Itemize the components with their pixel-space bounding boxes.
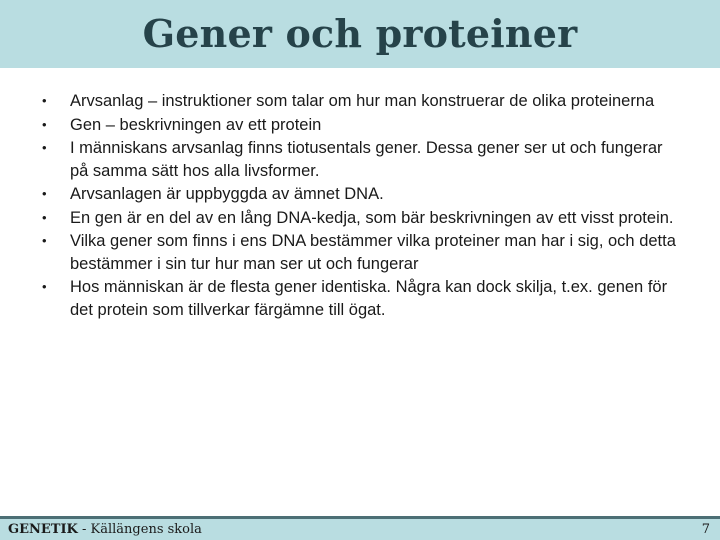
bullet-text: Gen – beskrivningen av ett protein — [70, 115, 322, 134]
bullet-item — [42, 207, 682, 230]
bullet-dot-icon: • — [42, 116, 47, 132]
slide-title: Gener och proteiner — [142, 11, 578, 56]
bullet-item — [42, 137, 682, 182]
bullet-text: En gen är en del av en lång DNA-kedja, som bär beskrivningen av ett visst protein. — [70, 208, 674, 227]
bullet-item — [42, 90, 682, 113]
bullet-item — [42, 276, 682, 321]
page-number: 7 — [701, 522, 710, 537]
bullet-text: Arvsanlagen är uppbyggda av ämnet DNA. — [70, 185, 384, 203]
footer-caption — [8, 522, 202, 538]
footer-school: Källängens skola — [90, 522, 202, 537]
bullet-dot-icon: • — [42, 209, 47, 225]
bullet-dot-icon: • — [42, 233, 47, 248]
bullet-text: Hos människan är de flesta gener identiska. Några kan dock skilja, t.ex. genen för det protein som tillverkar färgämne till ögat. — [70, 278, 668, 319]
bullet-text: I människans arvsanlag finns tiotusentals gener. Dessa gener ser ut och fungerar på samma sätt hos alla livsformer. — [70, 139, 663, 180]
bullet-text: Vilka gener som finns i ens DNA bestämmer vilka proteiner man har i sig, och detta bestämmer i sin tur hur man ser ut och fungerar — [70, 232, 676, 273]
bullet-dot-icon: • — [42, 140, 47, 155]
bullet-dot-icon: • — [42, 186, 47, 201]
bullet-list — [42, 90, 682, 322]
bullet-dot-icon: • — [42, 93, 47, 108]
footer-bar — [0, 516, 720, 540]
footer-separator: - — [77, 522, 91, 537]
bullet-item — [42, 183, 682, 206]
title-bar — [0, 0, 720, 68]
bullet-item — [42, 114, 682, 137]
bullet-item — [42, 230, 682, 275]
bullet-text: Arvsanlag – instruktioner som talar om hur man konstruerar de olika proteinerna — [70, 92, 655, 110]
footer-course: GENETIK — [8, 522, 78, 537]
bullet-dot-icon: • — [42, 279, 47, 294]
